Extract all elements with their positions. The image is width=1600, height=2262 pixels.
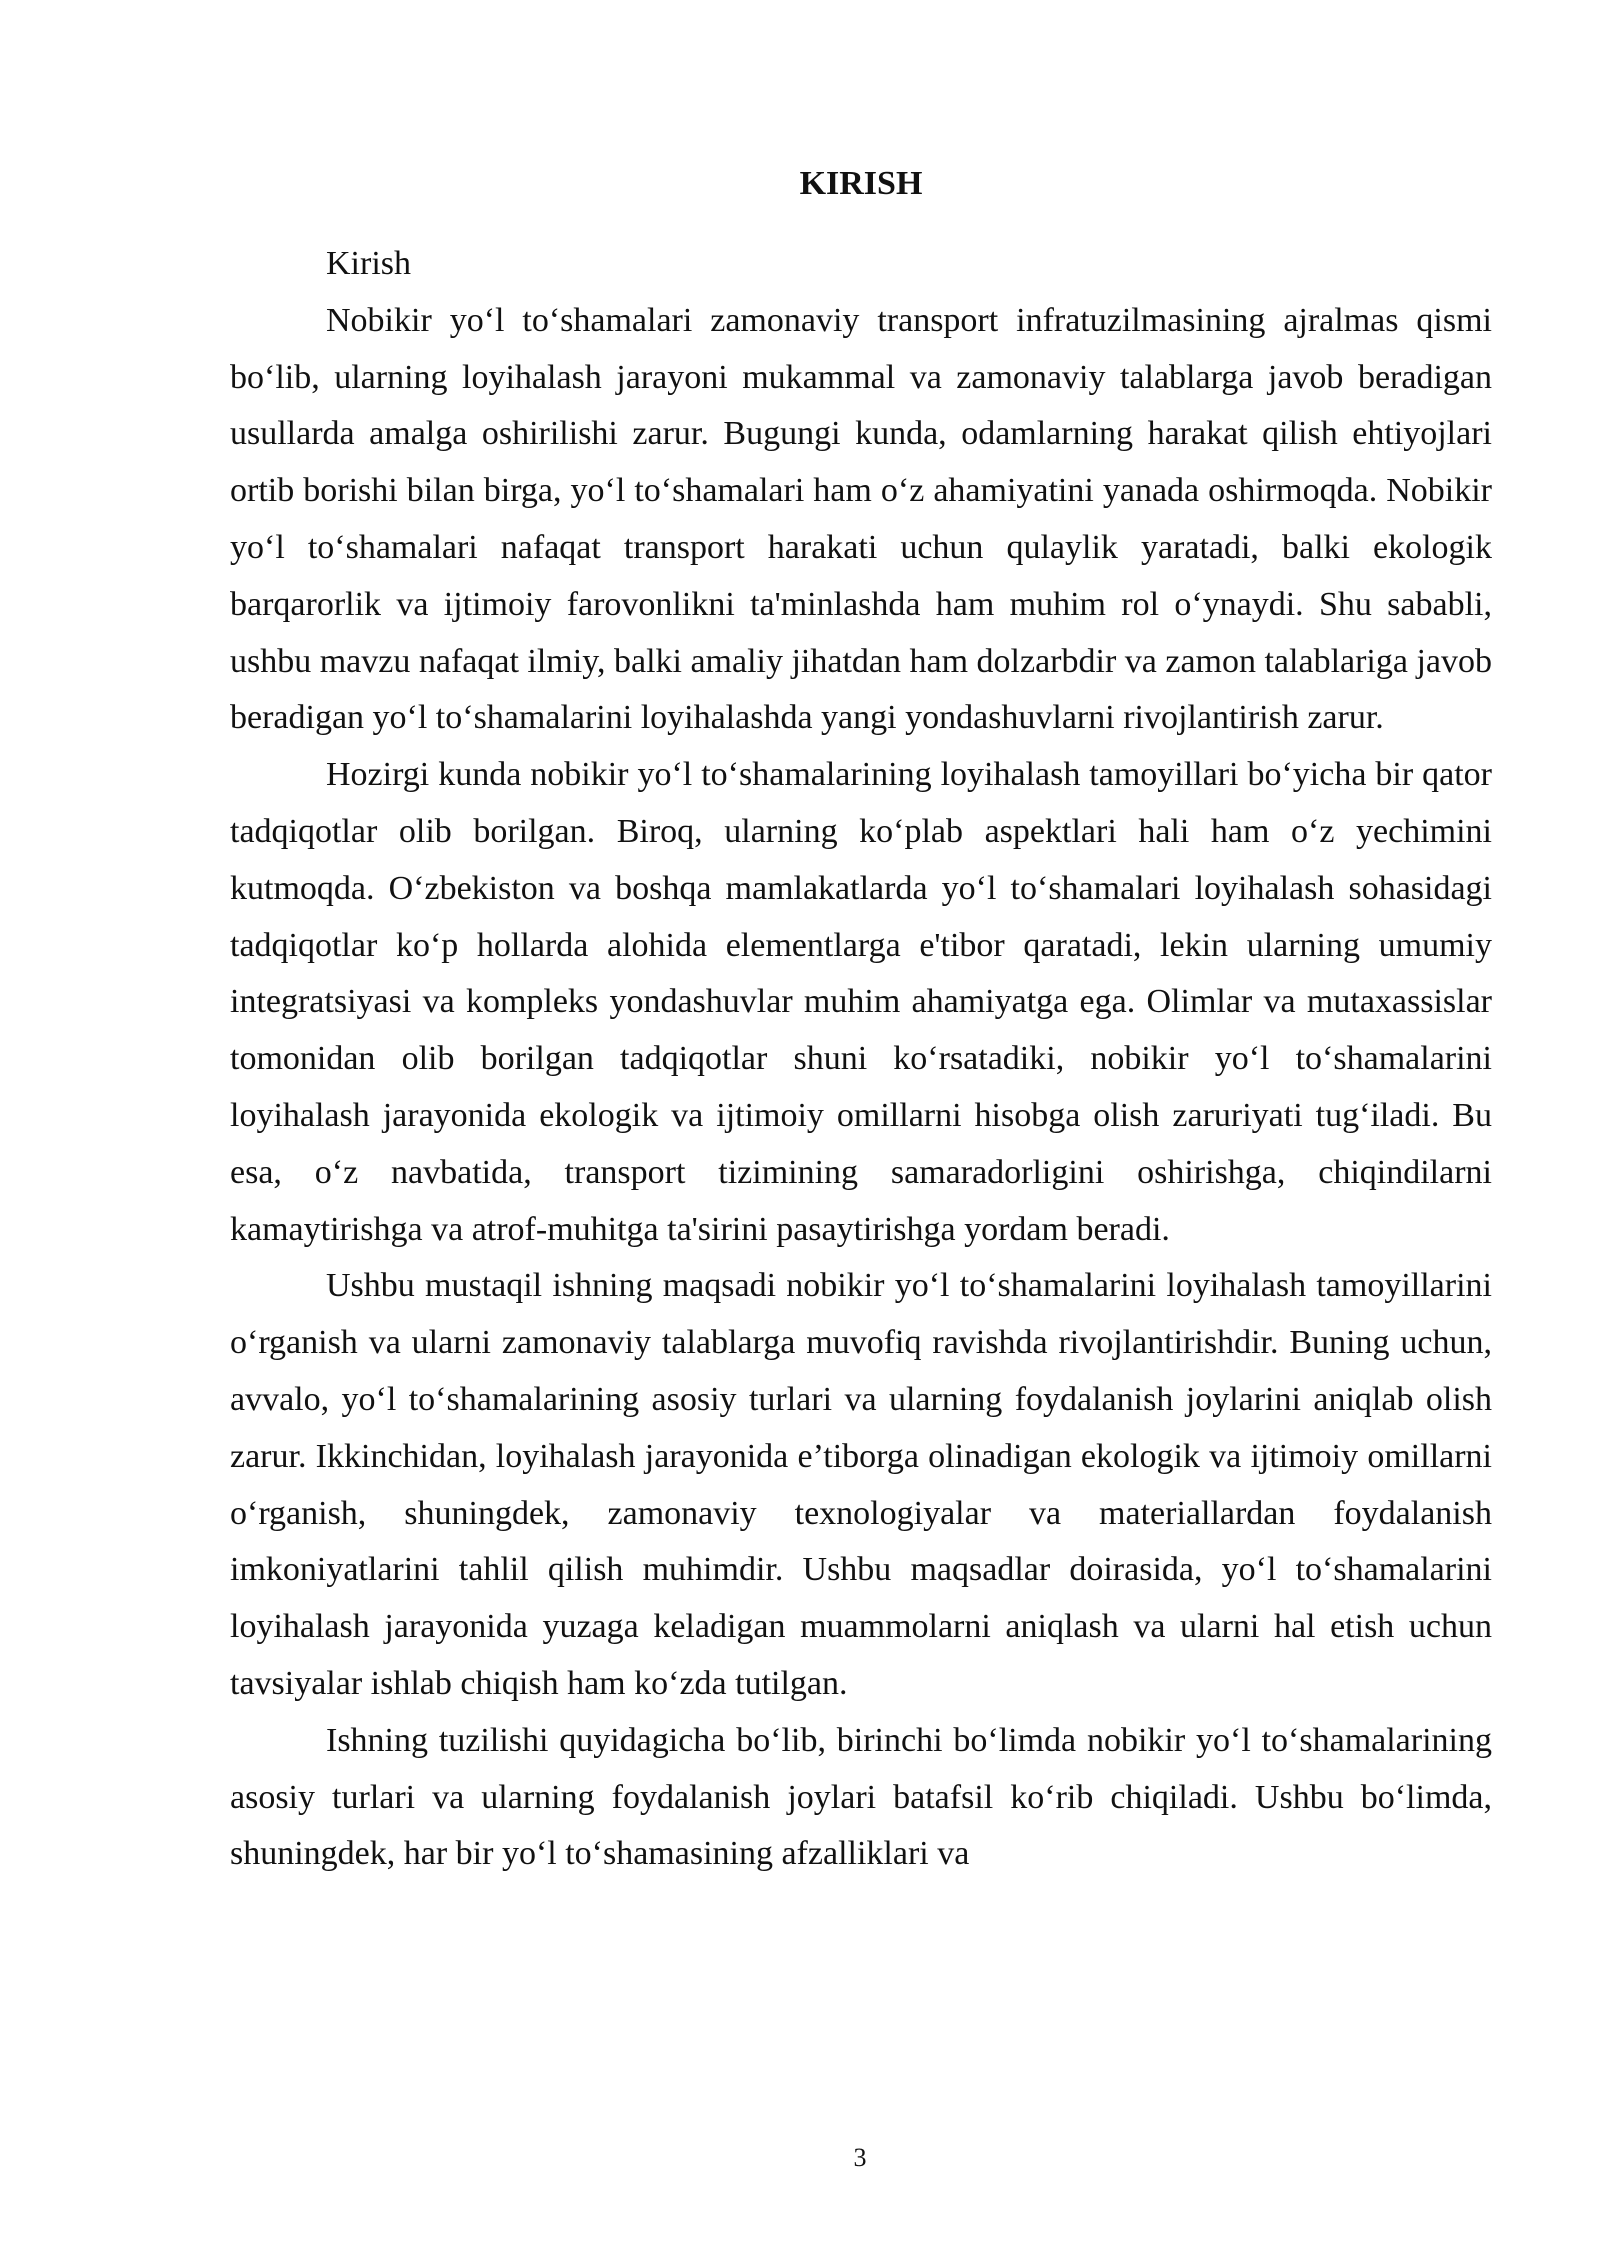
section-subheading: Kirish — [326, 245, 411, 282]
paragraph-4: Ishning tuzilishi quyidagicha bo‘lib, birinchi bo‘limda nobikir yo‘l to‘shamalarining asosiy turlari va ularning foydalanish joylari batafsil ko‘rib chiqiladi. Ushbu bo‘limda, shuningdek, har bir yo‘l to‘shamasining afzalliklari va — [230, 1721, 1492, 1873]
page-number: 3 — [853, 2143, 867, 2172]
page-title: KIRISH — [799, 165, 923, 202]
paragraph-3: Ushbu mustaqil ishning maqsadi nobikir yo‘l to‘shamalarini loyihalash tamoyillarini o‘rganish va ularni zamonaviy talablarga muvofiq ravishda rivojlantirishdir. Buning uchun, avvalo, yo‘l to‘shamalarining asosiy turlari va ularning foydalanish joylarini aniqlab olish zarur. Ikkinchidan, loyihalash jarayonida e’tiborga olinadigan ekologik va ijtimoiy omillarni o‘rganish, shuningdek, zamonaviy texnologiyalar va materiallardan foydalanish imkoniyatlarini tahlil qilish muhimdir. Ushbu maqsadlar doirasida, yo‘l to‘shamalarini loyihalash jarayonida yuzaga keladigan muammolarni aniqlash va ularni hal etish uchun tavsiyalar ishlab chiqish ham ko‘zda tutilgan. — [230, 1267, 1492, 1702]
paragraph-2: Hozirgi kunda nobikir yo‘l to‘shamalarining loyihalash tamoyillari bo‘yicha bir qator tadqiqotlar olib borilgan. Biroq, ularning ko‘plab aspektlari hali ham o‘z yechimini kutmoqda. O‘zbekiston va boshqa mamlakatlarda yo‘l to‘shamalari loyihalash sohasidagi tadqiqotlar ko‘p hollarda alohida elementlarga e'tibor qaratadi, lekin ularning umumiy integratsiyasi va kompleks yondashuvlar muhim ahamiyatga ega. Olimlar va mutaxassislar tomonidan olib borilgan tadqiqotlar shuni ko‘rsatadiki, nobikir yo‘l to‘shamalarini loyihalash jarayonida ekologik va ijtimoiy omillarni hisobga olish zaruriyati tug‘iladi. Bu esa, o‘z navbatida, transport tizimining samaradorligini oshirishga, chiqindilarni kamaytirishga va atrof-muhitga ta'sirini pasaytirishga yordam beradi. — [230, 756, 1492, 1248]
page-content — [230, 160, 1492, 1883]
paragraph-1: Nobikir yo‘l to‘shamalari zamonaviy transport infratuzilmasining ajralmas qismi bo‘lib, ularning loyihalash jarayoni mukammal va zamonaviy talablarga javob beradigan usullarda amalga oshirilishi zarur. Bugungi kunda, odamlarning harakat qilish ehtiyojlari ortib borishi bilan birga, yo‘l to‘shamalari ham o‘z ahamiyatini yanada oshirmoqda. Nobikir yo‘l to‘shamalari nafaqat transport harakati uchun qulaylik yaratadi, balki ekologik barqarorlik va ijtimoiy farovonlikni ta'minlashda ham muhim rol o‘ynaydi. Shu sababli, ushbu mavzu nafaqat ilmiy, balki amaliy jihatdan ham dolzarbdir va zamon talablariga javob beradigan yo‘l to‘shamalarini loyihalashda yangi yondashuvlarni rivojlantirish zarur. — [230, 301, 1492, 737]
